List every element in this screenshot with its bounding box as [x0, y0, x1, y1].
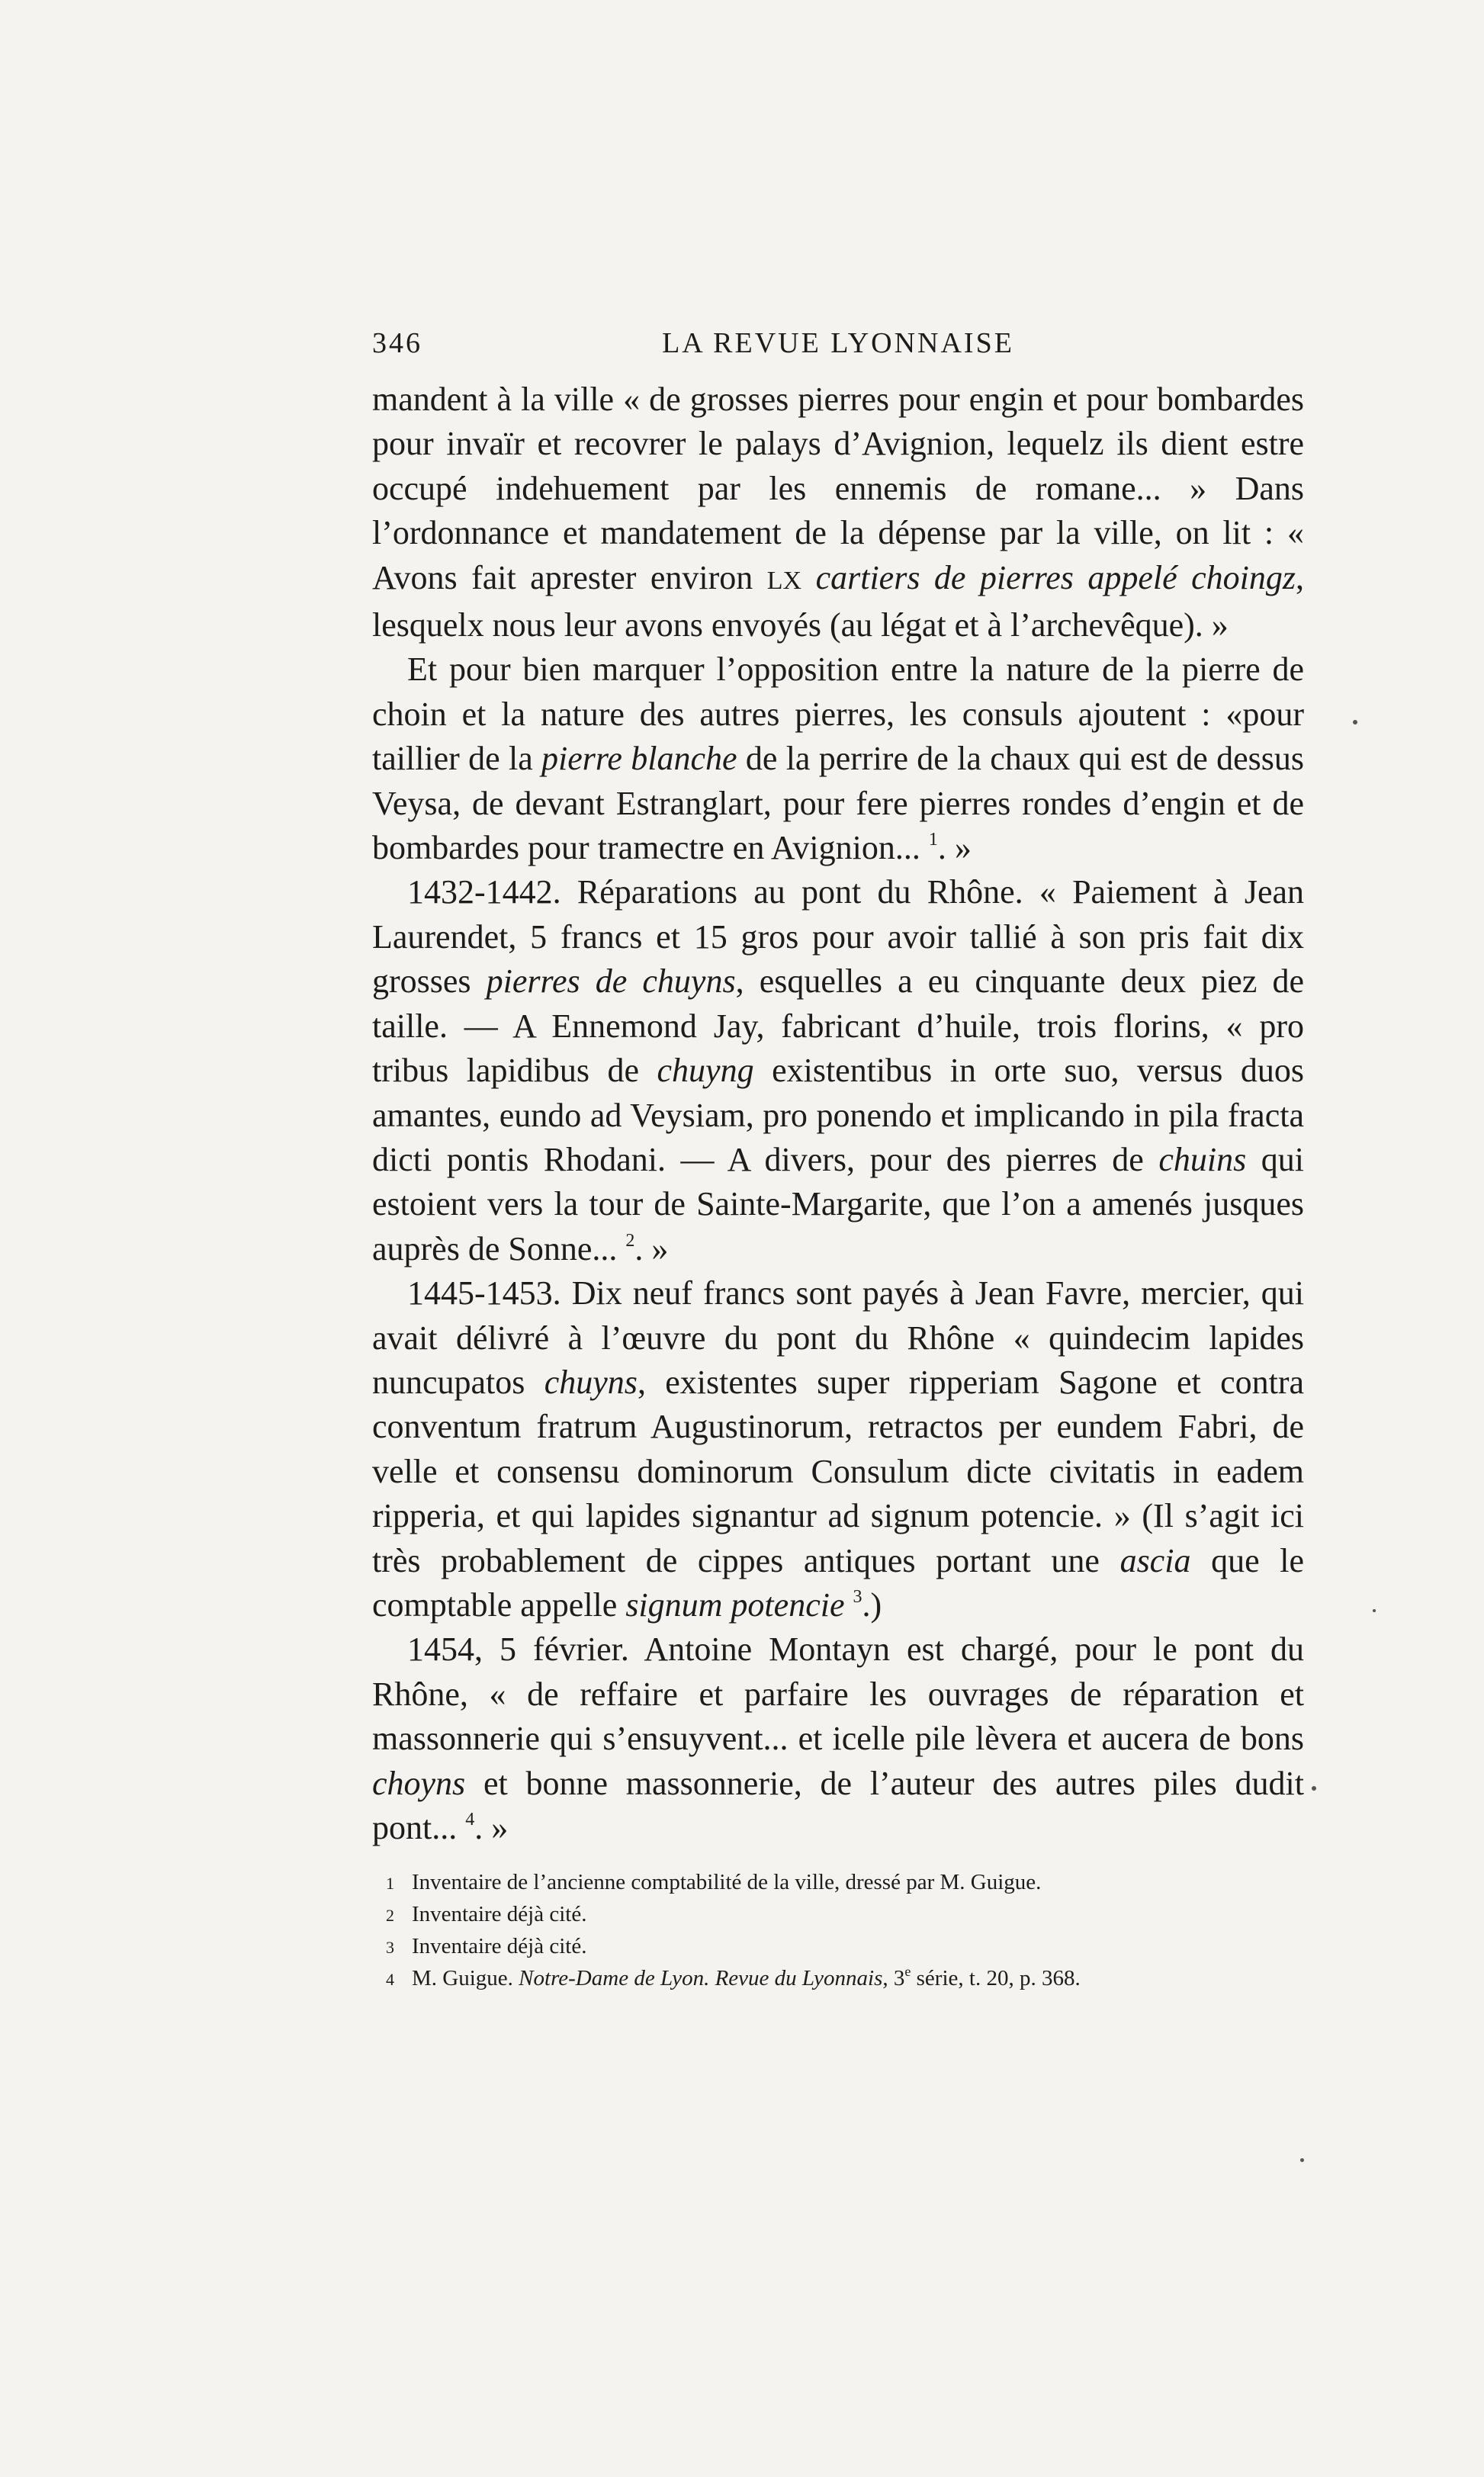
footnote-text	[412, 1963, 1081, 1993]
footnote-1	[372, 1867, 1310, 1899]
paragraph-2	[372, 647, 1304, 870]
text-run	[801, 559, 815, 596]
italic-phrase: chuyng	[657, 1052, 754, 1090]
italic-phrase: cartiers de pierres appelé choingz	[815, 558, 1296, 596]
footnote-text: Inventaire déjà cité.	[412, 1934, 587, 1958]
footnote-text: Inventaire déjà cité.	[412, 1902, 587, 1926]
footnote-mark: 3	[386, 1938, 394, 1957]
italic-phrase: choyns	[372, 1764, 466, 1802]
text-run: 1454, 5 février. Antoine Montayn est chargé, pour le pont du Rhône, « de reffaire et parfaire les ouvrages de réparation et massonnerie qui s’ensuyvent... et icelle pile lèvera et aucera de bons	[372, 1630, 1304, 1758]
text-run: et bonne massonnerie, de l’auteur des autres piles dudit pont...	[372, 1764, 1304, 1846]
paragraph-4	[372, 1271, 1304, 1627]
text-run: .)	[862, 1585, 882, 1624]
footnotes	[372, 1867, 1310, 1995]
page-header	[372, 326, 1304, 369]
text-run: existentibus in orte suo, versus duos amantes, eundo ad Veysiam, pro ponendo et implicando in pila fracta dicti pontis Rhodani. — A divers, pour des pierres de	[372, 1052, 1304, 1178]
italic-phrase: chuyns	[544, 1363, 638, 1401]
italic-phrase: chuins	[1158, 1140, 1247, 1178]
footnote-mark: 2	[386, 1906, 394, 1925]
paper-speck	[1300, 2158, 1304, 2162]
page-number: 346	[372, 327, 422, 359]
text-run: , esquelles a eu cinquante deux piez de taille. — A Ennemond Jay, fabricant d’huile, trois florins, « pro tribus lapidibus de	[372, 962, 1304, 1090]
text-run: 1445-1453. Dix neuf francs sont payés à Jean Favre, mercier, qui avait délivré à l’œuvre du pont du Rhône « quindecim lapides nuncupatos	[372, 1274, 1304, 1401]
text-run: . »	[937, 829, 972, 867]
running-title: LA REVUE LYONNAISE	[662, 327, 1014, 359]
footnote-text: Inventaire de l’ancienne comptabilité de la ville, dressé par M. Guigue.	[412, 1870, 1042, 1894]
footnote-4	[372, 1963, 1310, 1995]
paper-speck	[1373, 1609, 1376, 1612]
footnote-ref: 2	[625, 1230, 635, 1251]
main-text	[372, 377, 1304, 1850]
footnote-ref: 1	[928, 830, 938, 850]
text-run: 1432-1442. Réparations au pont du Rhône. « Paiement à Jean Laurendet, 5 francs et 15 gros pour avoir tallié à son pris fait dix grosses	[372, 873, 1304, 1001]
footnote-mark: 1	[386, 1874, 394, 1893]
text-run: mandent à la ville « de grosses pierres pour engin et pour bombardes pour invaïr et recovrer le palays d’Avignion, lequelz ils dient estre occupé indehuement par les ennemis de romane... » Dans l’ordonnance et mandatement de la dépense par la ville, on lit : « Avons fait aprester environ	[372, 381, 1304, 596]
italic-phrase: ascia	[1119, 1541, 1191, 1579]
footnote-ref: 3	[853, 1586, 862, 1607]
paragraph-1	[372, 377, 1304, 647]
paper-speck	[1353, 720, 1357, 724]
text-run: . »	[474, 1809, 509, 1846]
text-run: de la perrire de la chaux qui est de dessus Veysa, de devant Estranglart, pour fere pierres rondes d’engin et de bombardes pour tramectre en Avignion...	[372, 740, 1304, 867]
paragraph-3	[372, 870, 1304, 1271]
text-run: , lesquelx nous leur avons envoyés (au légat et à l’archevêque). »	[372, 558, 1304, 644]
italic-phrase: Notre-Dame de Lyon. Revue du Lyonnais	[519, 1966, 883, 1990]
text-run: , 3	[882, 1966, 905, 1990]
italic-phrase: pierre blanche	[541, 740, 737, 778]
footnote-3	[372, 1931, 1310, 1963]
roman-numeral: LX	[766, 566, 802, 595]
text-run: qui estoient vers la tour de Sainte-Margarite, que l’on a amenés jusques auprès de Sonne...	[372, 1140, 1304, 1267]
footnote-ref: 4	[465, 1810, 475, 1830]
superscript: e	[904, 1964, 911, 1979]
text-run: série, t. 20, p. 368.	[911, 1966, 1081, 1990]
footnote-mark: 4	[386, 1970, 394, 1989]
text-run: Et pour bien marquer l’opposition entre la nature de la pierre de choin et la nature des autres pierres, les consuls ajoutent : «pour taillier de la	[372, 651, 1304, 778]
paper-speck	[1312, 1786, 1316, 1791]
text-run: . »	[634, 1229, 669, 1267]
paragraph-5	[372, 1627, 1304, 1850]
text-run: , existentes super ripperiam Sagone et contra conventum fratrum Augustinorum, retractos per eundem Fabri, de velle et consensu dominorum Consulum dicte civitatis in eadem ripperia, et qui lapides signantur ad signum potencie. » (Il s’agit ici très probablement de cippes antiques portant une	[372, 1363, 1305, 1579]
text-run: M. Guigue.	[412, 1966, 519, 1990]
footnote-2	[372, 1899, 1310, 1931]
text-run: que le comptable appelle	[372, 1541, 1304, 1624]
italic-phrase: pierres de chuyns	[486, 962, 736, 1001]
text-run	[844, 1586, 853, 1624]
italic-phrase: signum potencie	[625, 1585, 845, 1624]
